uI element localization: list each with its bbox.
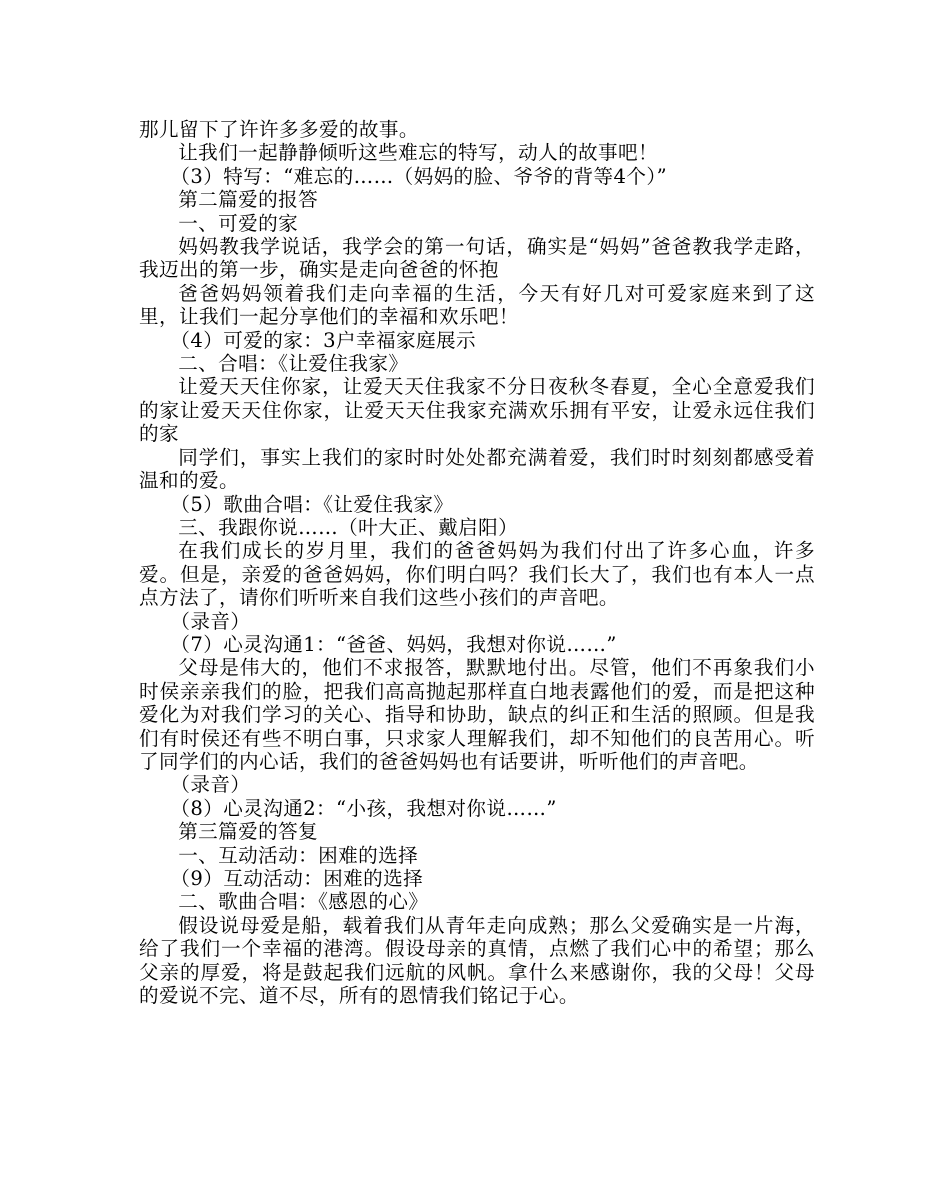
paragraph-2: （3）特写：“难忘的……（妈妈的脸、爷爷的背等4个）” (170, 164, 667, 188)
paragraph-16: 父母是伟大的，他们不求报答，默默地付出。尽管，他们不再象我们小时侯亲亲我们的脸，把我们高高抛起那样直白地表露他们的爱，而是把这种爱化为对我们学习的关心、指导和协助，缺点的纠正和生活的照顾。但是我们有时侯还有些不明白事，只求家人理解我们，却不知他们的良苦用心。听了同学们的内心话，我们的爸爸妈妈也有话要讲，听听他们的声音吧。 (139, 656, 815, 773)
paragraph-0: 那儿留下了许许多多爱的故事。 (139, 118, 419, 141)
paragraph-5: 妈妈教我学说话，我学会的第一句话，确实是“妈妈”爸爸教我学走路，我迈出的第一步，确实是走向爸爸的怀抱 (139, 235, 815, 282)
section-heading-2: 第二篇爱的报答 (178, 188, 319, 212)
paragraph-9: 让爱天天住你家，让爱天天住我家不分日夜秋冬春夏，全心全意爱我们的家让爱天天住你家，让爱天天住我家充满欢乐拥有平安，让爱永远住我们的家 (139, 375, 815, 446)
subheading-lovely-home: 一、可爱的家 (178, 211, 299, 235)
paragraph-11: （5）歌曲合唱：《让爱住我家》 (170, 492, 454, 516)
paragraph-10: 同学们，事实上我们的家时时处处都充满着爱，我们时时刻刻都感受着温和的爱。 (139, 445, 815, 493)
paragraph-17: （录音） (170, 773, 251, 797)
paragraph-7: （4）可爱的家：3户幸福家庭展示 (170, 328, 477, 352)
paragraph-21: （9）互动活动：困难的选择 (170, 867, 424, 890)
subheading-tell-you: 三、我跟你说……（叶大正、戴启阳） (178, 515, 519, 539)
paragraph-13: 在我们成长的岁月里，我们的爸爸妈妈为我们付出了许多心血，许多爱。但是，亲爱的爸爸妈妈，你们明白吗？我们长大了，我们也有本人一点点方法了，请你们听听来自我们这些小孩们的声音吧。 (139, 539, 815, 610)
paragraph-1: 让我们一起静静倾听这些难忘的特写，动人的故事吧！ (178, 141, 659, 165)
subheading-interactive: 一、互动活动：困难的选择 (178, 843, 419, 867)
paragraph-23: 假设说母爱是船，载着我们从青年走向成熟；那么父爱确实是一片海，给了我们一个幸福的港湾。假设母亲的真情，点燃了我们心中的希望；那么父亲的厚爱，将是鼓起我们远航的风帆。拿什么来感谢你，我的父母！父母的爱说不完、道不尽，所有的恩情我们铭记于心。 (139, 913, 815, 1008)
paragraph-6: 爸爸妈妈领着我们走向幸福的生活，今天有好几对可爱家庭来到了这里，让我们一起分享他们的幸福和欢乐吧！ (139, 281, 815, 329)
subheading-chorus: 二、合唱：《让爱住我家》 (178, 352, 409, 376)
document-body (139, 118, 815, 1007)
subheading-grateful-heart: 二、歌曲合唱：《感恩的心》 (178, 890, 429, 914)
paragraph-14: （录音） (170, 609, 251, 633)
paragraph-15: （7）心灵沟通1：“爸爸、妈妈，我想对你说……” (170, 632, 617, 656)
paragraph-18: （8）心灵沟通2：“小孩，我想对你说……” (170, 796, 557, 820)
section-heading-3: 第三篇爱的答复 (178, 820, 319, 844)
